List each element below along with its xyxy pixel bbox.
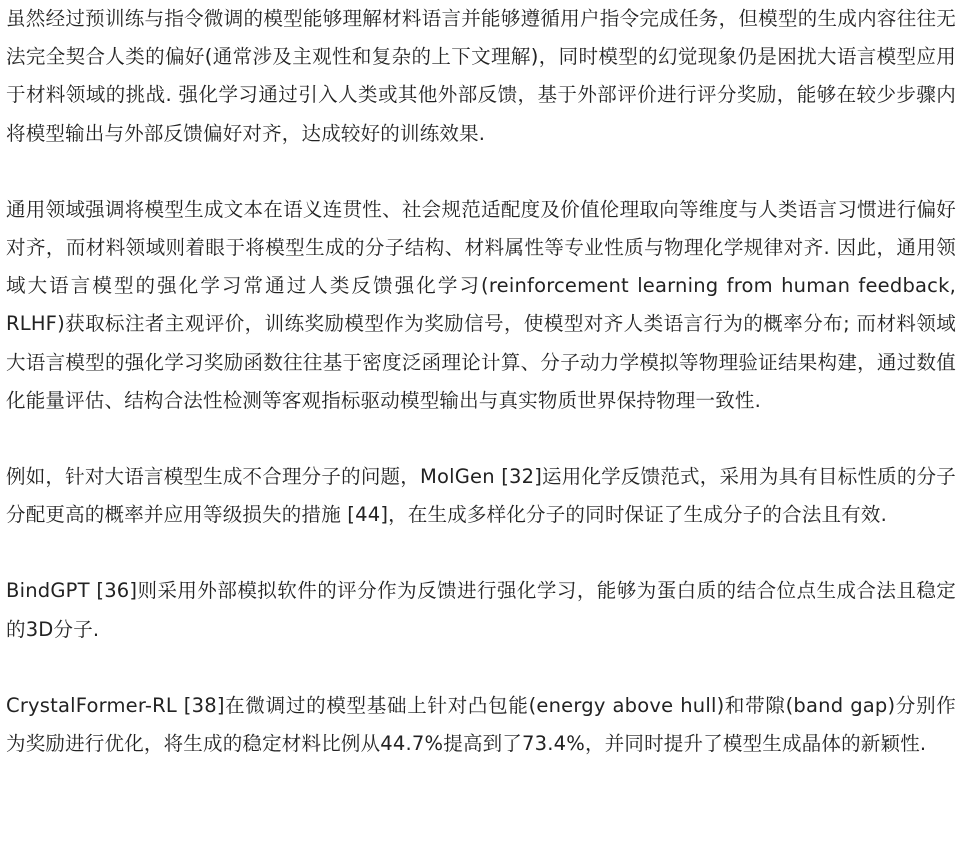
- paragraph-spacer: [6, 420, 956, 458]
- paragraph-bindgpt: BindGPT [36]则采用外部模拟软件的评分作为反馈进行强化学习，能够为蛋白质的结合位点生成合法且稳定的3D分子.: [6, 579, 956, 641]
- paragraph-spacer: [6, 534, 956, 572]
- paragraph-rl-intro: 虽然经过预训练与指令微调的模型能够理解材料语言并能够遵循用户指令完成任务，但模型的生成内容往往无法完全契合人类的偏好(通常涉及主观性和复杂的上下文理解)，同时模型的幻觉现象仍是困扰大语言模型应用于材料领域的挑战. 强化学习通过引入人类或其他外部反馈，基于外部评价进行评分奖励，能够在较少步骤内将模型输出与外部反馈偏好对齐，达成较好的训练效果.: [6, 7, 956, 145]
- paragraph-spacer: [6, 649, 956, 687]
- paragraph-molgen: 例如，针对大语言模型生成不合理分子的问题，MolGen [32]运用化学反馈范式，采用为具有目标性质的分子分配更高的概率并应用等级损失的措施 [44]，在生成多样化分子的同时保证了生成分子的合法且有效.: [6, 465, 956, 527]
- paragraph-crystalformer: CrystalFormer-RL [38]在微调过的模型基础上针对凸包能(energy above hull)和带隙(band gap)分别作为奖励进行优化，将生成的稳定材料比例从44.7%提高到了73.4%，并同时提升了模型生成晶体的新颖性.: [6, 693, 956, 756]
- paragraph-domain-comparison: 通用领域强调将模型生成文本在语义连贯性、社会规范适配度及价值伦理取向等维度与人类语言习惯进行偏好对齐，而材料领域则着眼于将模型生成的分子结构、材料属性等专业性质与物理化学规律对齐. 因此，通用领域大语言模型的强化学习常通过人类反馈强化学习(reinforcement learning from human feedback, RLHF)获取标注者主观评价，训练奖励模型作为奖励信号，使模型对齐人类语言行为的概率分布; 而材料领域大语言模型的强化学习奖励函数往往基于密度泛函理论计算、分子动力学模拟等物理验证结果构建，通过数值化能量评估、结构合法性检测等客观指标驱动模型输出与真实物质世界保持物理一致性.: [6, 197, 956, 412]
- paragraph-spacer: [6, 153, 956, 191]
- article-body: [6, 0, 956, 763]
